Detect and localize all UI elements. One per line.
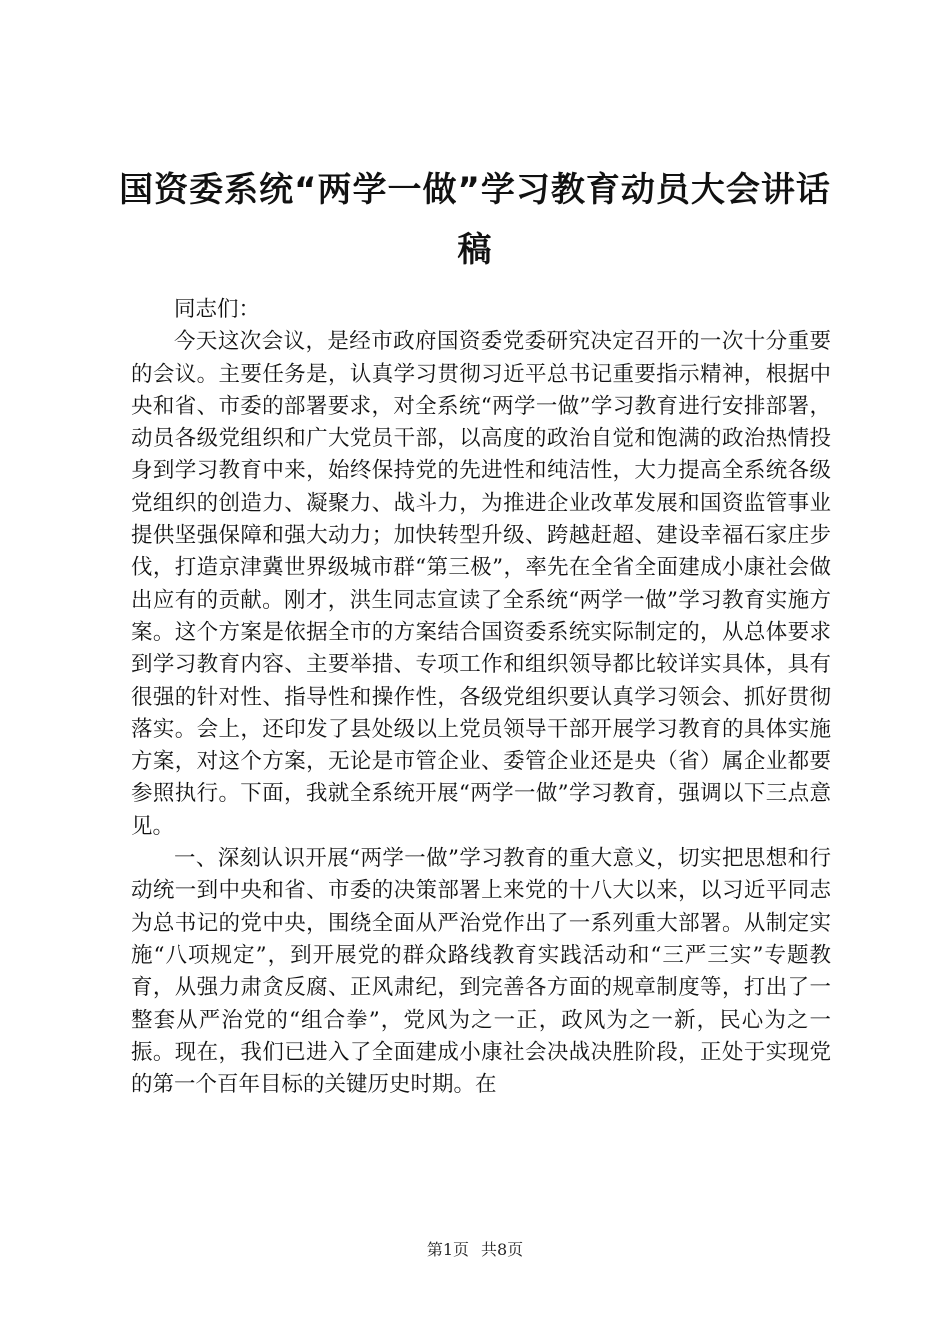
page-number: 第1页: [426, 1240, 469, 1259]
paragraph: 一、深刻认识开展“两学一做”学习教育的重大意义，切实把思想和行动统一到中央和省、市委的决策部署上来党的十八大以来，以习近平同志为总书记的党中央，围绕全面从严治党作出了一系列重大部署。从制定实施“八项规定”，到开展党的群众路线教育实践活动和“三严三实”专题教育，从强力肃贪反腐、正风肃纪，到完善各方面的规章制度等，打出了一整套从严治党的“组合拳”，党风为之一正，政风为之一新，民心为之一振。现在，我们已进入了全面建成小康社会决战决胜阶段，正处于实现党的第一个百年目标的关键历史时期。在: [131, 846, 831, 1098]
greeting: 同志们：: [174, 297, 261, 322]
document-body: [131, 294, 831, 1101]
page-footer: [0, 1240, 950, 1260]
document-title: 国资委系统“两学一做”学习教育动员大会讲话稿: [119, 170, 831, 270]
paragraph: 今天这次会议，是经市政府国资委党委研究决定召开的一次十分重要的会议。主要任务是，认真学习贯彻习近平总书记重要指示精神，根据中央和省、市委的部署要求，对全系统“两学一做”学习教育进行安排部署，动员各级党组织和广大党员干部，以高度的政治自觉和饱满的政治热情投身到学习教育中来，始终保持党的先进性和纯洁性，大力提高全系统各级党组织的创造力、凝聚力、战斗力，为推进企业改革发展和国资监管事业提供坚强保障和强大动力；加快转型升级、跨越赶超、建设幸福石家庄步伐，打造京津冀世界级城市群“第三极”，率先在全省全面建成小康社会做出应有的贡献。刚才，洪生同志宣读了全系统“两学一做”学习教育实施方案。这个方案是依据全市的方案结合国资委系统实际制定的，从总体要求到学习教育内容、主要举措、专项工作和组织领导都比较详实具体，具有很强的针对性、指导性和操作性，各级党组织要认真学习领会、抓好贯彻落实。会上，还印发了县处级以上党员领导干部开展学习教育的具体实施方案，对这个方案，无论是市管企业、委管企业还是央（省）属企业都要参照执行。下面，我就全系统开展“两学一做”学习教育，强调以下三点意见。: [131, 329, 831, 839]
page-total: 共8页: [481, 1240, 524, 1259]
